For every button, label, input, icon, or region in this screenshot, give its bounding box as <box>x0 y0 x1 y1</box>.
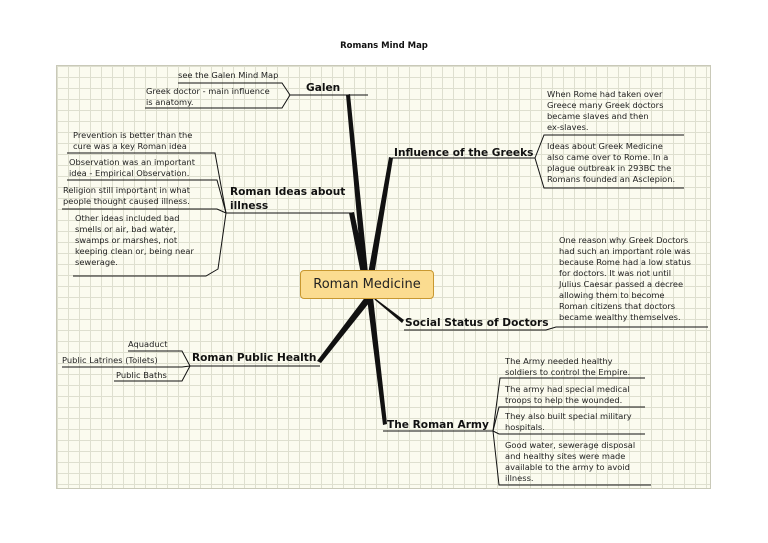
status-leaf-line-4: for doctors. It was not until <box>559 268 672 278</box>
status-leaf-line-1: One reason why Greek Doctors <box>559 235 689 245</box>
ideas-leaf-other-3: swamps or marshes, not <box>75 235 178 245</box>
branch-army-label: The Roman Army <box>387 419 489 431</box>
health-leaf-latrines: Public Latrines (Toilets) <box>62 355 158 365</box>
army-leaf-hospitals-1: They also built special military <box>505 411 632 421</box>
army-leaf-healthy-1: The Army needed healthy <box>505 356 613 366</box>
ideas-leaf-prevention-1: Prevention is better than the <box>73 130 193 140</box>
ideas-leaf-observation-2: idea - Empirical Observation. <box>69 168 190 178</box>
ideas-leaf-other-2: smells or air, bad water, <box>75 224 176 234</box>
army-leaf-water-4: illness. <box>505 473 534 483</box>
status-leaf-line-7: Roman citizens that doctors <box>559 301 676 311</box>
ideas-leaf-other-1: Other ideas included bad <box>75 213 180 223</box>
greeks-leaf-asclepion-3: plague outbreak in 293BC the <box>547 163 672 173</box>
ideas-leaf-other-4: keeping clean or, being near <box>75 246 194 256</box>
branch-status-label: Social Status of Doctors <box>405 317 549 329</box>
ideas-leaf-observation-1: Observation was an important <box>69 157 195 167</box>
army-leaf-troops-1: The army had special medical <box>505 384 630 394</box>
ideas-leaf-prevention-2: cure was a key Roman idea <box>73 141 187 151</box>
army-leaf-water-1: Good water, sewerage disposal <box>505 440 636 450</box>
army-leaf-hospitals-2: hospitals. <box>505 422 545 432</box>
greeks-leaf-slaves-1: When Rome had taken over <box>547 89 663 99</box>
army-leaf-water-3: available to the army to avoid <box>505 462 630 472</box>
ideas-leaf-other-5: sewerage. <box>75 257 118 267</box>
greeks-leaf-asclepion-2: also came over to Rome. In a <box>547 152 669 162</box>
army-leaf-troops-2: troops to help the wounded. <box>505 395 623 405</box>
greeks-leaf-slaves-2: Greece many Greek doctors <box>547 100 664 110</box>
status-leaf-line-5: Julius Caesar passed a decree <box>559 279 684 289</box>
spoke-greeks <box>368 157 393 276</box>
branch-ideas-label-1: Roman Ideas about <box>230 186 346 198</box>
branch-ideas-label-2: illness <box>230 200 269 212</box>
branch-health-label: Roman Public Health <box>192 352 317 364</box>
ideas-leaf-religion-1: Religion still important in what <box>63 185 190 195</box>
status-leaf-line-6: allowing them to become <box>559 290 665 300</box>
greeks-leaf-asclepion-4: Romans founded an Asclepion. <box>547 174 676 184</box>
spoke-status <box>372 296 404 323</box>
greeks-leaf-asclepion-1: Ideas about Greek Medicine <box>547 141 663 151</box>
status-leaf-line-3: because Rome had a low status <box>559 257 691 267</box>
health-leaf-aquaduct: Aquaduct <box>128 339 168 349</box>
branch-greeks-label: Influence of the Greeks <box>394 147 534 159</box>
spoke-army <box>367 297 387 425</box>
greeks-leaf-slaves-3: became slaves and then <box>547 111 649 121</box>
army-leaf-water-2: and healthy sites were made <box>505 451 626 461</box>
ideas-leaf-religion-2: people thought caused illness. <box>63 196 190 206</box>
army-leaf-healthy-2: soldiers to control the Empire. <box>505 367 631 377</box>
spoke-health <box>317 296 373 363</box>
central-topic: Roman Medicine <box>300 270 434 299</box>
page-title: Romans Mind Map <box>340 41 428 51</box>
galen-leaf-greek-doctor: Greek doctor - main influence <box>146 86 270 96</box>
greeks-leaf-slaves-4: ex-slaves. <box>547 122 589 132</box>
status-leaf-line-2: had such an important role was <box>559 246 691 256</box>
health-leaf-baths: Public Baths <box>116 370 167 380</box>
galen-leaf-see-mind-map: see the Galen Mind Map <box>178 70 279 80</box>
status-leaf-line-8: became wealthy themselves. <box>559 312 681 322</box>
galen-leaf-anatomy: is anatomy. <box>146 97 194 107</box>
branch-galen-label: Galen <box>306 82 341 94</box>
